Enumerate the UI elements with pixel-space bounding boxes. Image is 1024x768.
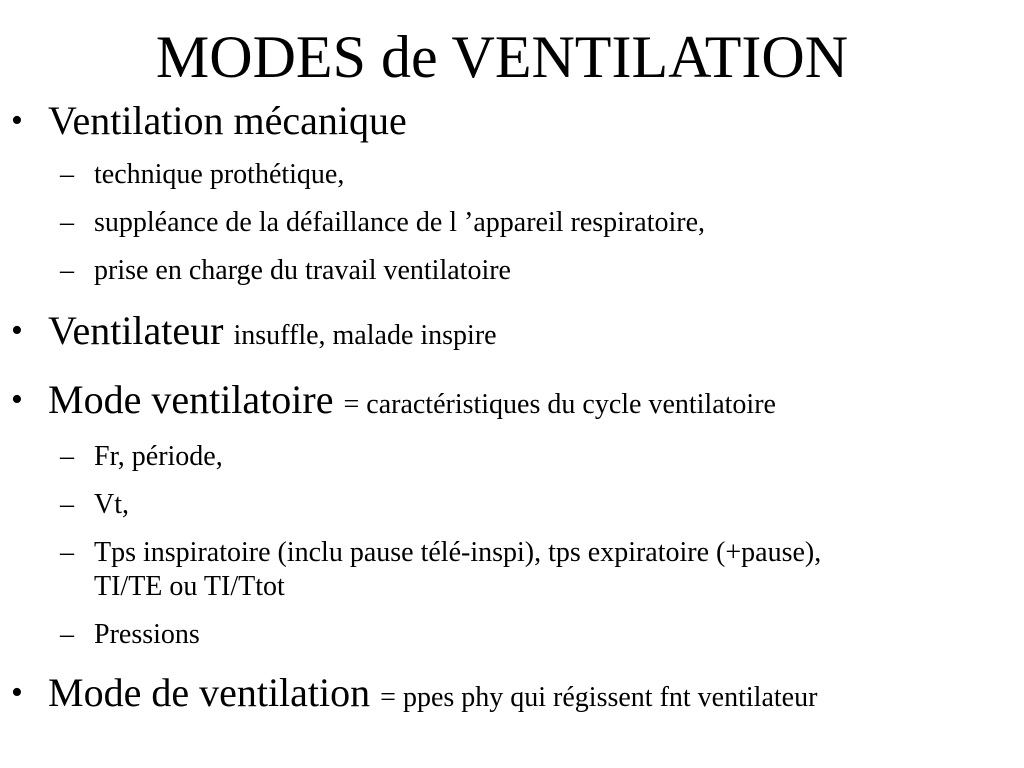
bullet-mode-ventilatoire [0, 375, 1024, 430]
dash-icon: – [60, 441, 74, 472]
slide-title: MODES de VENTILATION [155, 24, 849, 90]
dash-icon: – [60, 537, 74, 568]
bullet-mode-de-ventilation [0, 668, 1024, 723]
sub-item: – technique prothétique, [60, 159, 345, 190]
dash-icon: – [60, 255, 74, 286]
bullet-icon: • [11, 381, 23, 418]
bullet-text: Ventilateur [48, 308, 224, 353]
sub-item: – Pressions [60, 619, 200, 650]
sub-item: – prise en charge du travail ventilatoire [60, 255, 511, 286]
bullet-icon: • [11, 312, 23, 349]
sub-item: – Fr, période, [60, 441, 223, 472]
sub-item: – Tps inspiratoire (inclu pause télé-inspi), tps expiratoire (+pause), [60, 537, 822, 568]
bullet-ventilation-mecanique [0, 96, 1024, 146]
bullet-text: Mode de ventilation [48, 670, 371, 715]
slide-content [0, 96, 1024, 723]
dash-icon: – [60, 207, 74, 238]
bullet-text: Mode ventilatoire [48, 377, 334, 422]
bullet-suffix: insuffle, malade inspire [233, 320, 497, 351]
bullet-icon: • [11, 102, 23, 139]
sub-item: – Vt, [60, 489, 129, 520]
dash-icon: – [60, 159, 74, 190]
sub-item-continuation: TI/TE ou TI/Ttot [94, 571, 285, 602]
sub-item: – suppléance de la défaillance de l ’appareil respiratoire, [60, 207, 706, 238]
bullet-suffix: = ppes phy qui régissent fnt ventilateur [380, 682, 818, 713]
bullet-icon: • [11, 674, 23, 711]
dash-icon: – [60, 619, 74, 650]
dash-icon: – [60, 489, 74, 520]
bullet-suffix: = caractéristiques du cycle ventilatoire [343, 389, 776, 420]
bullet-ventilateur [0, 306, 1024, 361]
bullet-text: Ventilation mécanique [48, 98, 407, 143]
